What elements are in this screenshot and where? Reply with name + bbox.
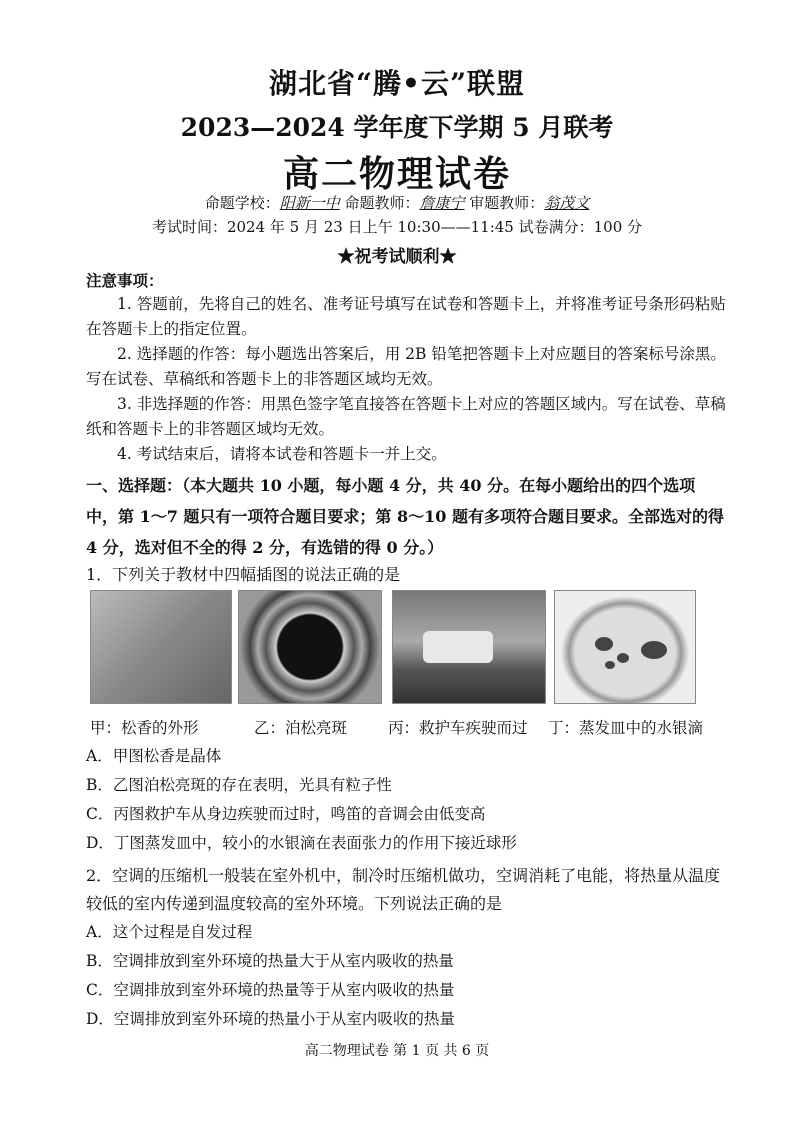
- alliance-title: 湖北省“腾•云”联盟: [268, 67, 526, 100]
- teacher-label: 命题教师：: [339, 194, 420, 212]
- reviewer-name: 翁茂文: [544, 194, 590, 212]
- note-item: 1. 答题前，先将自己的姓名、准考证号填写在试卷和答题卡上，并将准考证号条形码粘贴在答题卡上的指定位置。: [86, 295, 726, 338]
- caption-a: 甲：松香的外形: [90, 719, 199, 737]
- notes-list: [86, 292, 726, 467]
- question-2-options: [86, 918, 726, 1034]
- note-item: 3. 非选择题的作答：用黑色签字笔直接答在答题卡上对应的答题区域内。写在试卷、草稿纸和答题卡上的非答题区域均无效。: [86, 395, 726, 438]
- exam-time-line: 考试时间：2024 年 5 月 23 日上午 10:30——11:45 试卷满分：100 分: [151, 218, 643, 236]
- term-title: 2023—2024 学年度下学期 5 月联考: [180, 113, 614, 142]
- question-1-options: [86, 742, 726, 858]
- question-1-stem: 1．下列关于教材中四幅插图的说法正确的是: [86, 565, 401, 584]
- mercury-dish-photo: [554, 590, 696, 704]
- page-footer: 高二物理试卷 第 1 页 共 6 页: [304, 1043, 490, 1059]
- option-d: D．空调排放到室外环境的热量小于从室内吸收的热量: [86, 1010, 455, 1028]
- authors-line: [0, 192, 794, 213]
- option-d: D．丁图蒸发皿中，较小的水银滴在表面张力的作用下接近球形: [86, 834, 517, 852]
- note-item: 2. 选择题的作答：每小题选出答案后，用 2B 铅笔把答题卡上对应题目的答案标号涂黑。写在试卷、草稿纸和答题卡上的非答题区域均无效。: [86, 345, 726, 388]
- reviewer-label: 审题教师：: [464, 194, 545, 212]
- notes-title: 注意事项：: [86, 271, 164, 290]
- note-item: 4. 考试结束后，请将本试卷和答题卡一并上交。: [117, 445, 447, 463]
- option-b: B．乙图泊松亮斑的存在表明，光具有粒子性: [86, 776, 392, 794]
- teacher-name: 詹康宁: [419, 194, 465, 212]
- option-c: C．丙图救护车从身边疾驶而过时，鸣笛的音调会由低变高: [86, 805, 486, 823]
- poisson-spot-photo: [238, 590, 382, 704]
- section-instructions: 一、选择题：（本大题共 10 小题，每小题 4 分，共 40 分。在每小题给出的四个选项中，第 1～7 题只有一项符合题目要求；第 8～10 题有多项符合题目要求。全部选对的得 4 分，选对但不全的得 2 分，有选错的得 0 分。）: [86, 476, 724, 557]
- paper-title: 高二物理试卷: [282, 153, 511, 195]
- caption-c: 丙：救护车疾驶而过: [388, 719, 528, 737]
- ambulance-photo: [392, 590, 546, 704]
- school-label: 命题学校：: [204, 194, 280, 212]
- question-1-figures: [90, 590, 700, 708]
- caption-d: 丁：蒸发皿中的水银滴: [548, 719, 704, 737]
- school-name: 阳新一中: [279, 194, 340, 212]
- option-b: B．空调排放到室外环境的热量大于从室内吸收的热量: [86, 952, 454, 970]
- good-luck-banner: ★祝考试顺利★: [337, 247, 457, 267]
- rosin-photo: [90, 590, 232, 704]
- caption-b: 乙：泊松亮斑: [254, 719, 348, 737]
- question-2-stem: 2．空调的压缩机一般装在室外机中，制冷时压缩机做功，空调消耗了电能，将热量从温度较低的室内传递到温度较高的室外环境。下列说法正确的是: [86, 866, 721, 913]
- option-a: A．这个过程是自发过程: [86, 923, 253, 941]
- option-c: C．空调排放到室外环境的热量等于从室内吸收的热量: [86, 981, 455, 999]
- option-a: A．甲图松香是晶体: [86, 747, 222, 765]
